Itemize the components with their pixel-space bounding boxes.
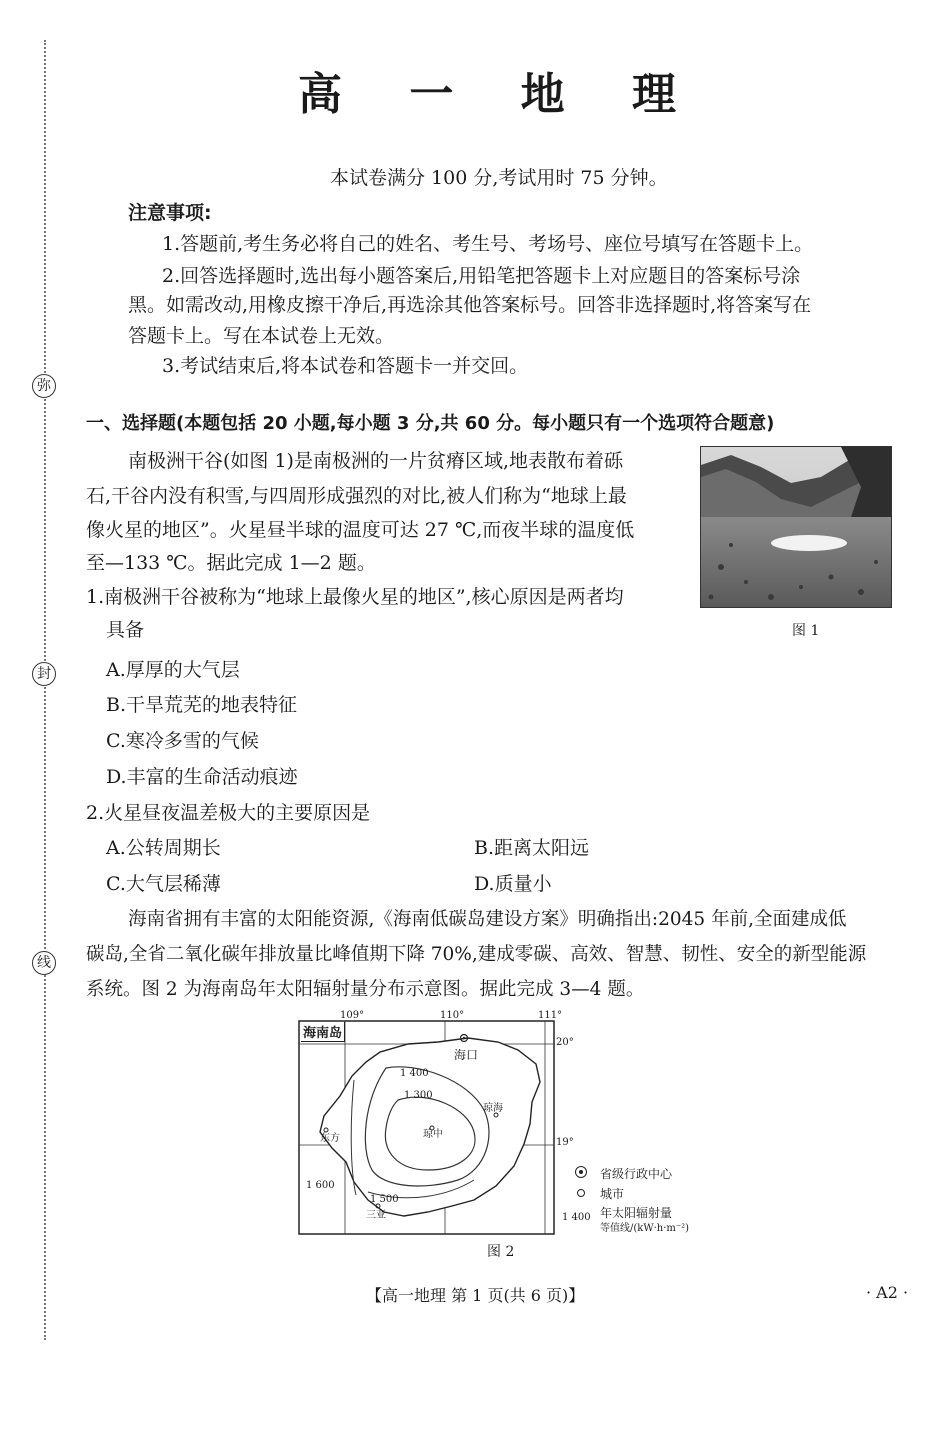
fig2-caption: 图 2 [487, 1244, 515, 1260]
notice-item-2-cont: 黑。如需改动,用橡皮擦干净后,再选涂其他答案标号。回答非选择题时,将答案写在 [128, 294, 812, 316]
legend-city: 城市 [600, 1187, 625, 1201]
isoline-1600: 1 600 [306, 1180, 335, 1191]
city-symbol [577, 1189, 585, 1197]
notice-heading: 注意事项: [128, 202, 212, 224]
footer-code: · A2 · [866, 1283, 909, 1302]
passage1-line-4: 至—133 ℃。据此完成 1—2 题。 [86, 552, 376, 574]
city-haikou: 海口 [454, 1048, 479, 1062]
notice-item-2-end: 答题卡上。写在本试卷上无效。 [128, 325, 395, 347]
capital-symbol [575, 1166, 587, 1178]
lon-110: 110° [440, 1010, 465, 1021]
q1-option-d: D.丰富的生命活动痕迹 [106, 766, 298, 788]
isoline-1300: 1 300 [404, 1090, 433, 1101]
isoline-1400: 1 400 [400, 1068, 429, 1079]
passage1-line-2: 石,干谷内没有积雪,与四周形成强烈的对比,被人们称为“地球上最 [86, 485, 627, 507]
q2-option-a: A.公转周期长 [106, 837, 221, 859]
dry-valley-photo [700, 446, 892, 608]
q2-option-c: C.大气层稀薄 [106, 873, 221, 895]
exam-info: 本试卷满分 100 分,考试用时 75 分钟。 [330, 167, 668, 189]
q1-option-c: C.寒冷多雪的气候 [106, 730, 259, 752]
passage2-line-3: 系统。图 2 为海南岛年太阳辐射量分布示意图。据此完成 3—4 题。 [86, 979, 645, 1000]
passage1-line-1: 南极洲干谷(如图 1)是南极洲的一片贫瘠区域,地表散布着砾 [128, 450, 623, 472]
q2-stem: 2.火星昼夜温差极大的主要原因是 [86, 802, 371, 824]
notice-item-3: 3.考试结束后,将本试卷和答题卡一并交回。 [162, 355, 529, 377]
city-sanya: 三亚 [366, 1210, 386, 1221]
lon-111: 111° [538, 1010, 563, 1021]
city-qionghai: 琼海 [483, 1103, 503, 1114]
lon-109: 109° [340, 1010, 365, 1021]
fig1-caption: 图 1 [792, 623, 820, 639]
city-dongfang: 东方 [320, 1133, 340, 1144]
seal-mi: 弥 [32, 374, 56, 398]
binding-line [44, 40, 46, 1340]
notice-item-1: 1.答题前,考生务必将自己的姓名、考生号、考场号、座位号填写在答题卡上。 [162, 233, 814, 255]
legend-isoline-unit: 等值线/(kW·h·m⁻²) [600, 1223, 690, 1234]
q2-option-d: D.质量小 [474, 873, 552, 895]
isoline-1500: 1 500 [370, 1194, 399, 1205]
q1-option-b: B.干旱荒芜的地表特征 [106, 694, 298, 716]
seal-xian: 线 [32, 951, 56, 975]
seal-feng: 封 [32, 662, 56, 686]
page-title: 高 一 地 理 [298, 69, 702, 120]
passage1-line-3: 像火星的地区”。火星昼半球的温度可达 27 ℃,而夜半球的温度低 [86, 519, 635, 541]
footer-page: 【高一地理 第 1 页(共 6 页)】 [366, 1286, 585, 1305]
q2-option-b: B.距离太阳远 [474, 837, 590, 859]
legend-isoline-label: 年太阳辐射量 [600, 1206, 673, 1220]
legend-capital: 省级行政中心 [600, 1167, 673, 1181]
notice-item-2: 2.回答选择题时,选出每小题答案后,用铅笔把答题卡上对应题目的答案标号涂 [162, 265, 801, 287]
lat-20: 20° [556, 1037, 574, 1048]
city-qiongzhong: 琼中 [423, 1129, 443, 1140]
passage2-line-2: 碳岛,全省二氧化碳年排放量比峰值期下降 70%,建成零碳、高效、智慧、韧性、安全的新型能源 [86, 944, 867, 965]
q1-stem: 1.南极洲干谷被称为“地球上最像火星的地区”,核心原因是两者均 [86, 586, 624, 608]
passage2-line-1: 海南省拥有丰富的太阳能资源,《海南低碳岛建设方案》明确指出:2045 年前,全面建成低 [128, 909, 847, 930]
map-title: 海南岛 [301, 1022, 345, 1042]
q1-option-a: A.厚厚的大气层 [106, 659, 240, 681]
legend-isoline-value: 1 400 [562, 1212, 591, 1223]
lat-19: 19° [556, 1137, 574, 1148]
section-heading: 一、选择题(本题包括 20 小题,每小题 3 分,共 60 分。每小题只有一个选项符合题意) [86, 413, 775, 434]
q1-stem-cont: 具备 [106, 619, 145, 641]
